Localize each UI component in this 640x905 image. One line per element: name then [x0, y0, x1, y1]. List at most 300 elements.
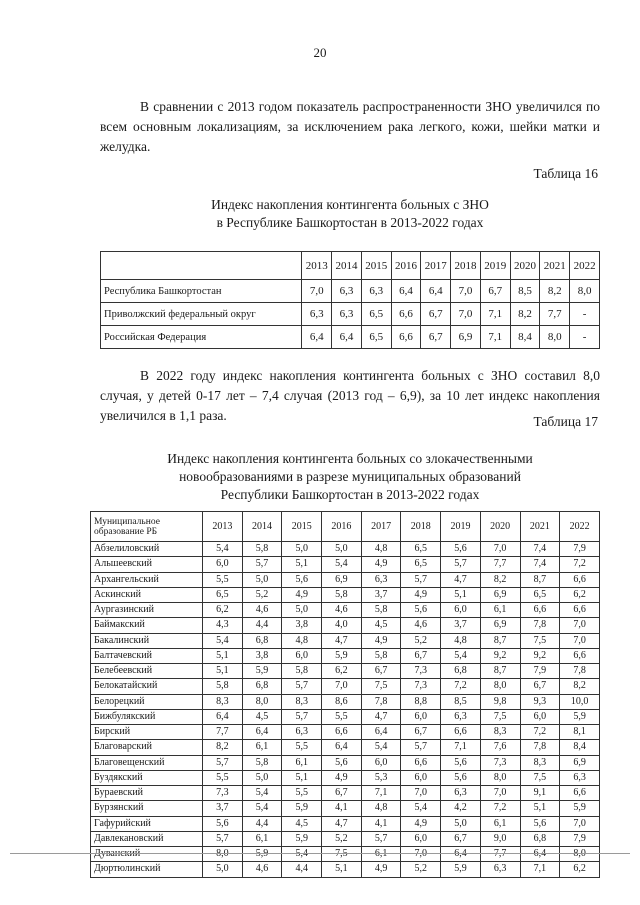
table-17-value-cell: 5,5 — [203, 770, 243, 785]
table-17-value-cell: 6,3 — [441, 786, 481, 801]
table-17-value-cell: 4,7 — [322, 816, 362, 831]
table-17-value-cell: 6,7 — [441, 831, 481, 846]
table-17-value-cell: 6,6 — [401, 755, 441, 770]
table-17-value-cell: 5,9 — [282, 831, 322, 846]
table-17-value-cell: 5,1 — [322, 862, 362, 877]
table-17-value-cell: 6,5 — [401, 557, 441, 572]
table-17-value-cell: 5,1 — [282, 770, 322, 785]
table-row — [91, 755, 600, 770]
table-17-value-cell: 7,5 — [361, 679, 401, 694]
table-17-value-cell: 4,5 — [361, 618, 401, 633]
table-row — [91, 862, 600, 877]
table-17-value-cell: 5,1 — [282, 557, 322, 572]
table-17-value-cell: 7,5 — [520, 770, 560, 785]
table-17-value-cell: 3,7 — [441, 618, 481, 633]
table-17-value-cell: 4,9 — [282, 587, 322, 602]
table-17-row-name: Бакалинский — [91, 633, 203, 648]
table-17-value-cell: 5,0 — [242, 572, 282, 587]
table-17-year-header: 2015 — [282, 512, 322, 542]
table-17-value-cell: 4,1 — [322, 801, 362, 816]
table-row — [91, 557, 600, 572]
table-17-value-cell: 6,5 — [203, 587, 243, 602]
table-17-value-cell: 4,9 — [322, 770, 362, 785]
table-17-value-cell: 7,0 — [401, 786, 441, 801]
table-17-value-cell: 4,5 — [282, 816, 322, 831]
table-17-value-cell: 10,0 — [560, 694, 600, 709]
table-17-value-cell: 6,3 — [361, 572, 401, 587]
table-17-value-cell: 7,3 — [480, 755, 520, 770]
table-17-value-cell: 3,7 — [203, 801, 243, 816]
table-row — [91, 801, 600, 816]
table-17-value-cell: 6,1 — [480, 816, 520, 831]
table-17-value-cell: 6,6 — [441, 725, 481, 740]
table-17-value-cell: 7,1 — [361, 786, 401, 801]
table-17-value-cell: 5,9 — [560, 801, 600, 816]
table-17-value-cell: 8,8 — [401, 694, 441, 709]
table-17-value-cell: 5,7 — [401, 740, 441, 755]
table-16-header-row — [101, 252, 600, 280]
table-17-value-cell: 7,5 — [520, 633, 560, 648]
table-17-value-cell: 5,4 — [203, 633, 243, 648]
table-17-value-cell: 7,1 — [441, 740, 481, 755]
table-17-value-cell: 9,1 — [520, 786, 560, 801]
table-17-row-name: Белорецкий — [91, 694, 203, 709]
table-17-value-cell: 8,2 — [560, 679, 600, 694]
table-17-value-cell: 5,2 — [322, 831, 362, 846]
table-17-row-name: Дюртюлинский — [91, 862, 203, 877]
table-16-year-header: 2013 — [302, 252, 332, 280]
table-17-value-cell: 7,9 — [560, 542, 600, 557]
table-17-value-cell: 6,3 — [560, 770, 600, 785]
table-16-row-name: Приволжский федеральный округ — [101, 303, 302, 326]
table-17-value-cell: 5,6 — [441, 755, 481, 770]
table-17-value-cell: 6,1 — [480, 603, 520, 618]
table-17-value-cell: 7,3 — [401, 679, 441, 694]
table-17-value-cell: 6,3 — [441, 709, 481, 724]
table-17-value-cell: 5,4 — [361, 740, 401, 755]
table-16-year-header: 2020 — [510, 252, 540, 280]
table-17-value-cell: 5,0 — [282, 603, 322, 618]
table-row — [91, 831, 600, 846]
table-17-value-cell: 9,2 — [480, 648, 520, 663]
table-17-value-cell: 5,4 — [322, 557, 362, 572]
table-17-value-cell: 8,1 — [560, 725, 600, 740]
table-17-value-cell: 5,7 — [282, 679, 322, 694]
table-16-label: Таблица 16 — [533, 166, 598, 181]
table-17-year-header: 2017 — [361, 512, 401, 542]
table-17-value-cell: 8,0 — [480, 679, 520, 694]
table-17-value-cell: 6,0 — [441, 603, 481, 618]
table-17-value-cell: 4,8 — [361, 542, 401, 557]
table-17-row-name: Альшеевский — [91, 557, 203, 572]
table-17-value-cell: 5,7 — [401, 572, 441, 587]
table-17-value-cell: 9,3 — [520, 694, 560, 709]
table-17-value-cell: 6,3 — [282, 725, 322, 740]
table-17-value-cell: 8,3 — [282, 694, 322, 709]
table-17-title-line1: Индекс накопления контингента больных со злокачественными — [167, 451, 533, 466]
table-17-value-cell: 7,9 — [560, 831, 600, 846]
table-17-value-cell: 4,6 — [242, 603, 282, 618]
table-17-value-cell: 4,1 — [361, 816, 401, 831]
table-17-year-header: 2020 — [480, 512, 520, 542]
table-17-value-cell: 8,0 — [242, 694, 282, 709]
table-16-value-cell: 6,5 — [361, 326, 391, 349]
table-17-value-cell: 6,0 — [401, 770, 441, 785]
table-16-title-line1: Индекс накопления контингента больных с ЗНО — [211, 197, 489, 212]
table-17-row-name: Бирский — [91, 725, 203, 740]
table-16-value-cell: - — [570, 303, 600, 326]
table-17-row-name: Бижбулякский — [91, 709, 203, 724]
table-17-value-cell: 6,4 — [242, 725, 282, 740]
table-17-value-cell: 3,7 — [361, 587, 401, 602]
table-row — [91, 679, 600, 694]
table-17-value-cell: 6,6 — [322, 725, 362, 740]
table-17-value-cell: 3,8 — [282, 618, 322, 633]
table-16-value-cell: 8,4 — [510, 326, 540, 349]
table-17-value-cell: 5,9 — [282, 801, 322, 816]
table-17-value-cell: 5,7 — [203, 831, 243, 846]
table-17-value-cell: 4,2 — [441, 801, 481, 816]
table-17-value-cell: 4,8 — [361, 801, 401, 816]
table-row — [91, 572, 600, 587]
table-17-value-cell: 7,5 — [480, 709, 520, 724]
table-17-value-cell: 6,6 — [560, 572, 600, 587]
table-17-value-cell: 6,6 — [520, 603, 560, 618]
table-row — [91, 648, 600, 663]
table-row — [91, 694, 600, 709]
table-17-value-cell: 5,6 — [322, 755, 362, 770]
table-17-value-cell: 4,6 — [322, 603, 362, 618]
table-17-value-cell: 8,2 — [480, 572, 520, 587]
table-17-value-cell: 7,2 — [441, 679, 481, 694]
table-17-value-cell: 8,6 — [322, 694, 362, 709]
table-17-value-cell: 7,2 — [480, 801, 520, 816]
table-17-value-cell: 5,2 — [242, 587, 282, 602]
table-17-value-cell: 7,8 — [520, 740, 560, 755]
table-16-value-cell: 7,7 — [540, 303, 570, 326]
table-17-value-cell: 4,9 — [361, 862, 401, 877]
table-17-value-cell: 6,0 — [520, 709, 560, 724]
table-16-value-cell: 6,4 — [332, 326, 362, 349]
table-row — [101, 280, 600, 303]
table-17-row-name: Баймакский — [91, 618, 203, 633]
table-17-value-cell: 6,5 — [520, 587, 560, 602]
table-17-value-cell — [361, 847, 401, 862]
table-17-value-cell: 8,5 — [441, 694, 481, 709]
paragraph-prevalence — [100, 97, 600, 157]
table-17 — [90, 511, 600, 878]
table-17-value-cell: 7,0 — [560, 618, 600, 633]
table-16-year-header: 2017 — [421, 252, 451, 280]
table-17-value-cell: 5,4 — [441, 648, 481, 663]
table-17-value-cell: 4,9 — [401, 816, 441, 831]
table-17-value-cell: 7,4 — [520, 557, 560, 572]
table-17-value-cell: 5,7 — [361, 831, 401, 846]
table-17-value-cell: 7,7 — [480, 557, 520, 572]
table-17-value-cell: 6,2 — [322, 664, 362, 679]
table-17-value-cell: 5,6 — [203, 816, 243, 831]
table-row — [91, 587, 600, 602]
table-17-value-cell: 5,3 — [361, 770, 401, 785]
table-17-value-cell: 5,9 — [242, 664, 282, 679]
table-17-value-cell: 6,8 — [242, 633, 282, 648]
table-16-value-cell: 6,7 — [421, 326, 451, 349]
table-16-value-cell: 8,0 — [570, 280, 600, 303]
table-17-value-cell: 6,4 — [361, 725, 401, 740]
table-17-value-cell: 6,9 — [322, 572, 362, 587]
table-17-value-cell — [401, 847, 441, 862]
table-17-value-cell: 4,8 — [282, 633, 322, 648]
table-17-value-cell: 6,8 — [441, 664, 481, 679]
table-17-value-cell: 5,8 — [203, 679, 243, 694]
table-16-year-header: 2021 — [540, 252, 570, 280]
table-17-value-cell: 5,7 — [242, 557, 282, 572]
table-17-value-cell: 8,7 — [480, 633, 520, 648]
table-17-value-cell: 4,9 — [361, 633, 401, 648]
table-17-value-cell: 4,4 — [242, 618, 282, 633]
table-17-value-cell: 4,0 — [322, 618, 362, 633]
table-17-label: Таблица 17 — [533, 414, 598, 429]
table-17-value-cell: 5,0 — [441, 816, 481, 831]
table-16-value-cell: 8,0 — [540, 326, 570, 349]
table-17-value-cell: 5,6 — [282, 572, 322, 587]
table-17-value-cell: 4,6 — [401, 618, 441, 633]
table-16-value-cell: 7,0 — [451, 303, 481, 326]
table-17-value-cell: 6,0 — [203, 557, 243, 572]
table-17-value-cell: 8,3 — [520, 755, 560, 770]
table-17-year-header: 2016 — [322, 512, 362, 542]
table-16-value-cell: 6,6 — [391, 303, 421, 326]
table-17-value-cell: 5,4 — [242, 801, 282, 816]
table-17-value-cell — [520, 847, 560, 862]
table-17-value-cell: 6,7 — [361, 664, 401, 679]
table-17-row-name: Бурзянский — [91, 801, 203, 816]
table-17-row-name: Белокатайский — [91, 679, 203, 694]
table-17-value-cell: 7,8 — [361, 694, 401, 709]
table-17-value-cell: 8,7 — [480, 664, 520, 679]
table-17-value-cell: 5,9 — [322, 648, 362, 663]
table-17-value-cell: 4,8 — [441, 633, 481, 648]
table-17-value-cell: 6,7 — [401, 648, 441, 663]
table-17-value-cell: 7,4 — [520, 542, 560, 557]
table-17-value-cell: 6,7 — [520, 679, 560, 694]
table-17-row-name: Буздякский — [91, 770, 203, 785]
table-17-row-name: Бураевский — [91, 786, 203, 801]
table-17-value-cell: 6,2 — [560, 862, 600, 877]
table-17-value-cell: 6,1 — [242, 831, 282, 846]
table-17-value-cell: 6,4 — [322, 740, 362, 755]
table-17-value-cell: 5,8 — [242, 755, 282, 770]
table-16-value-cell: 7,1 — [480, 326, 510, 349]
table-17-value-cell: 5,8 — [361, 603, 401, 618]
table-row — [91, 709, 600, 724]
table-17-value-cell: 6,0 — [401, 709, 441, 724]
table-16-value-cell: 6,7 — [421, 303, 451, 326]
table-16-value-cell: 7,0 — [302, 280, 332, 303]
table-17-value-cell: 8,3 — [480, 725, 520, 740]
table-17-value-cell: 4,4 — [242, 816, 282, 831]
table-17-row-name: Балтачевский — [91, 648, 203, 663]
table-row — [91, 816, 600, 831]
table-row — [91, 603, 600, 618]
table-17-value-cell: 7,9 — [520, 664, 560, 679]
table-17-value-cell: 6,2 — [560, 587, 600, 602]
table-17-value-cell: 6,0 — [401, 831, 441, 846]
table-17-value-cell: 6,8 — [242, 679, 282, 694]
table-17-year-header: 2022 — [560, 512, 600, 542]
table-17-value-cell: 4,9 — [361, 557, 401, 572]
table-17-value-cell: 4,7 — [361, 709, 401, 724]
table-16-value-cell: 6,9 — [451, 326, 481, 349]
table-row — [91, 618, 600, 633]
table-17-year-header: 2018 — [401, 512, 441, 542]
page-bottom-divider — [10, 853, 630, 854]
table-17-value-cell: 4,4 — [282, 862, 322, 877]
table-17-value-cell — [282, 847, 322, 862]
table-17-year-header: 2013 — [203, 512, 243, 542]
table-17-value-cell — [560, 847, 600, 862]
table-17-value-cell: 6,7 — [322, 786, 362, 801]
table-17-value-cell: 5,1 — [441, 587, 481, 602]
table-17-value-cell: 6,4 — [203, 709, 243, 724]
table-16-year-header: 2022 — [570, 252, 600, 280]
table-17-value-cell: 6,0 — [361, 755, 401, 770]
table-17-value-cell: 5,7 — [203, 755, 243, 770]
paragraph-accumulation-text: В 2022 году индекс накопления контингента больных с ЗНО составил 8,0 случая, у детей 0-17 лет – 7,4 случая (2013 год – 6,9), за 10 лет индекс накопления увеличился в 1,1 раза. — [100, 368, 600, 423]
table-17-row-name: Благоварский — [91, 740, 203, 755]
table-17-value-cell: 6,2 — [203, 603, 243, 618]
table-17-value-cell: 5,9 — [441, 862, 481, 877]
table-row — [91, 786, 600, 801]
table-17-header-row — [91, 512, 600, 542]
table-17-value-cell: 5,0 — [242, 770, 282, 785]
table-17-value-cell: 5,5 — [322, 709, 362, 724]
table-17-value-cell: 5,2 — [401, 633, 441, 648]
table-17-value-cell: 7,0 — [480, 786, 520, 801]
table-17-value-cell: 5,1 — [203, 664, 243, 679]
table-17-value-cell: 6,8 — [520, 831, 560, 846]
table-17-value-cell: 7,0 — [560, 633, 600, 648]
table-17-value-cell: 6,1 — [242, 740, 282, 755]
table-row — [101, 326, 600, 349]
table-16-year-header: 2018 — [451, 252, 481, 280]
table-16-value-cell: 8,2 — [540, 280, 570, 303]
table-17-year-header: 2019 — [441, 512, 481, 542]
table-17-value-cell: 5,8 — [242, 542, 282, 557]
table-16-value-cell: 8,5 — [510, 280, 540, 303]
table-16-row-name: Республика Башкортостан — [101, 280, 302, 303]
table-17-row-name: Аскинский — [91, 587, 203, 602]
table-17-value-cell: 6,1 — [282, 755, 322, 770]
table-17-value-cell: 5,6 — [401, 603, 441, 618]
table-17-row-name: Белебеевский — [91, 664, 203, 679]
table-16-header-name — [101, 252, 302, 280]
table-17-value-cell: 8,7 — [520, 572, 560, 587]
table-16-value-cell: 6,7 — [480, 280, 510, 303]
table-17-value-cell: 5,9 — [560, 709, 600, 724]
table-16-title — [90, 196, 610, 232]
table-17-value-cell: 7,3 — [203, 786, 243, 801]
page-number: 20 — [313, 45, 327, 60]
table-row — [91, 542, 600, 557]
table-row — [91, 725, 600, 740]
table-17-row-name: Давлекановский — [91, 831, 203, 846]
table-16-value-cell: - — [570, 326, 600, 349]
table-17-value-cell: 6,6 — [560, 603, 600, 618]
table-17-value-cell: 5,8 — [282, 664, 322, 679]
table-16 — [100, 251, 600, 349]
table-16-value-cell: 6,3 — [332, 303, 362, 326]
table-17-value-cell: 7,0 — [322, 679, 362, 694]
table-17-row-name: Архангельский — [91, 572, 203, 587]
table-17-value-cell: 7,0 — [480, 542, 520, 557]
table-16-value-cell: 6,4 — [302, 326, 332, 349]
table-17-value-cell: 5,6 — [441, 542, 481, 557]
table-16-value-cell: 6,4 — [391, 280, 421, 303]
table-17-value-cell: 4,5 — [242, 709, 282, 724]
table-17-title-line3: Республики Башкортостан в 2013-2022 годах — [220, 487, 480, 502]
table-17-value-cell: 7,2 — [560, 557, 600, 572]
table-17-value-cell: 6,9 — [480, 618, 520, 633]
table-17-value-cell: 6,6 — [560, 648, 600, 663]
table-17-value-cell: 5,0 — [203, 862, 243, 877]
table-16-year-header: 2014 — [332, 252, 362, 280]
table-16-value-cell: 7,0 — [451, 280, 481, 303]
table-17-value-cell: 5,5 — [282, 786, 322, 801]
table-17-value-cell: 4,3 — [203, 618, 243, 633]
table-17-value-cell: 7,3 — [401, 664, 441, 679]
table-17-row-name: Благовещенский — [91, 755, 203, 770]
table-17-year-header: 2014 — [242, 512, 282, 542]
table-16-title-line2: в Республике Башкортостан в 2013-2022 годах — [216, 215, 484, 230]
table-17-value-cell: 5,8 — [361, 648, 401, 663]
table-17-value-cell: 5,5 — [203, 572, 243, 587]
table-16-row-name: Российская Федерация — [101, 326, 302, 349]
table-17-value-cell: 5,7 — [282, 709, 322, 724]
table-17-value-cell: 7,0 — [560, 816, 600, 831]
table-17-value-cell: 3,8 — [242, 648, 282, 663]
table-row — [91, 847, 600, 862]
table-17-row-name: Гафурийский — [91, 816, 203, 831]
table-16-value-cell: 6,3 — [332, 280, 362, 303]
table-17-row-name — [91, 847, 203, 862]
table-16-value-cell: 6,6 — [391, 326, 421, 349]
table-17-value-cell: 6,9 — [560, 755, 600, 770]
table-row — [91, 664, 600, 679]
table-16-year-header: 2016 — [391, 252, 421, 280]
table-17-value-cell: 5,1 — [520, 801, 560, 816]
table-17-value-cell: 6,7 — [401, 725, 441, 740]
table-17-value-cell: 5,1 — [203, 648, 243, 663]
table-row — [91, 633, 600, 648]
table-17-value-cell: 6,0 — [282, 648, 322, 663]
table-17-value-cell: 6,6 — [560, 786, 600, 801]
table-17-value-cell: 7,1 — [520, 862, 560, 877]
table-17-value-cell: 9,2 — [520, 648, 560, 663]
table-17-value-cell: 5,7 — [441, 557, 481, 572]
table-17-value-cell: 5,0 — [322, 542, 362, 557]
table-17-value-cell — [480, 847, 520, 862]
table-17-year-header: 2021 — [520, 512, 560, 542]
table-17-value-cell: 9,0 — [480, 831, 520, 846]
table-17-value-cell: 5,6 — [520, 816, 560, 831]
table-17-value-cell: 8,0 — [480, 770, 520, 785]
table-17-value-cell: 6,9 — [480, 587, 520, 602]
table-17-value-cell: 8,3 — [203, 694, 243, 709]
table-17-value-cell: 7,8 — [560, 664, 600, 679]
table-17-value-cell: 5,6 — [441, 770, 481, 785]
table-17-value-cell — [242, 847, 282, 862]
